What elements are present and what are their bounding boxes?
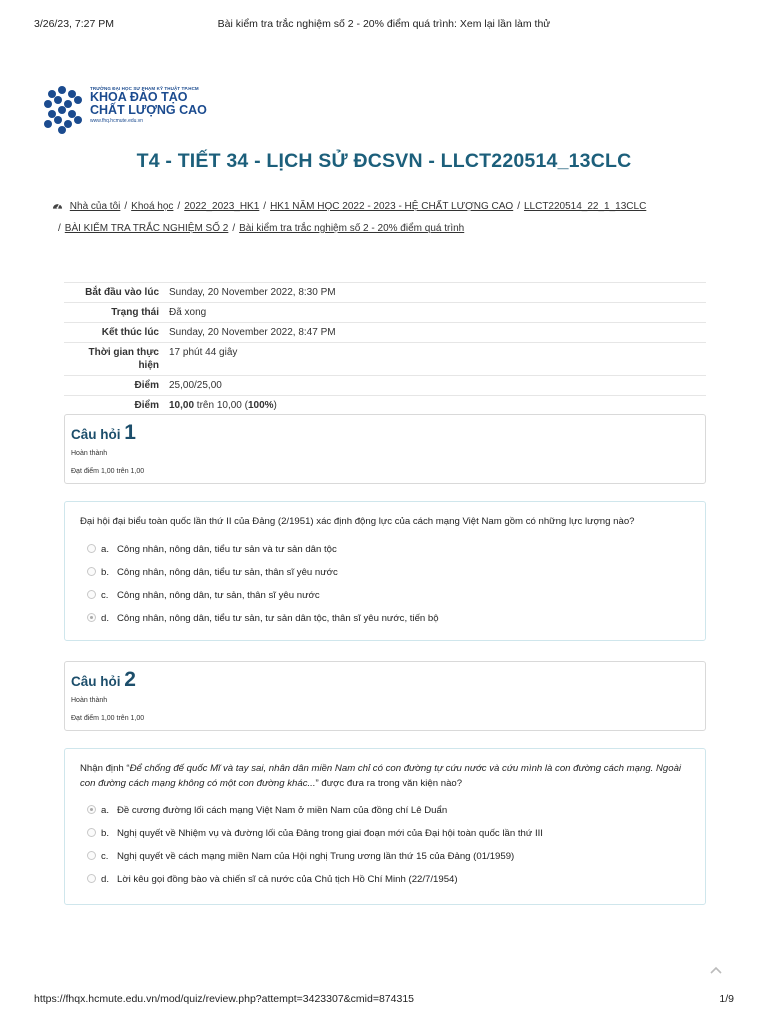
chevron-up-icon[interactable] — [706, 962, 726, 978]
breadcrumb: Nhà của tôi / Khoá học / 2022_2023_HK1 / HK1 NĂM HỌC 2022 - 2023 - HỆ CHẤT LƯỢNG CAO / LLCT220514_22_1_13CLC — [52, 200, 692, 212]
answer-option-a[interactable]: a. Đề cương đường lối cách mạng Việt Nam ở miền Nam của đồng chí Lê Duẩn — [87, 805, 447, 816]
logo-line2: CHẤT LƯỢNG CAO — [90, 103, 207, 117]
breadcrumb-item-section[interactable]: BÀI KIỂM TRA TRẮC NGHIỆM SỐ 2 — [64, 223, 229, 234]
question-grade: Đạt điểm 1,00 trên 1,00 — [71, 468, 145, 475]
answer-option-c[interactable]: c. Công nhân, nông dân, tư sản, thân sĩ yêu nước — [87, 590, 320, 601]
print-date: 3/26/23, 7:27 PM — [34, 18, 114, 30]
question-1-info — [64, 414, 706, 484]
summary-row-started: Bắt đầu vào lúc Sunday, 20 November 2022, 8:30 PM — [64, 283, 706, 303]
breadcrumb-item-program[interactable]: HK1 NĂM HỌC 2022 - 2023 - HỆ CHẤT LƯỢNG CAO — [270, 201, 514, 212]
dashboard-icon[interactable] — [52, 200, 63, 210]
question-heading: Câu hỏi 1 — [71, 421, 136, 444]
radio-button[interactable] — [87, 851, 96, 860]
breadcrumb-item-quiz[interactable]: Bài kiểm tra trắc nghiệm số 2 - 20% điểm quá trình — [239, 223, 465, 234]
radio-button[interactable] — [87, 544, 96, 553]
breadcrumb-item-home[interactable]: Nhà của tôi — [69, 201, 121, 212]
summary-row-time: Thời gian thực hiện 17 phút 44 giây — [64, 343, 706, 376]
summary-row-grade: Điểm 10,00 trên 10,00 (100%) — [64, 396, 706, 416]
logo-hex-icon — [44, 86, 86, 134]
answer-option-d[interactable]: d. Lời kêu gọi đồng bào và chiến sĩ cả nước của Chủ tịch Hồ Chí Minh (22/7/1954) — [87, 874, 458, 885]
print-page-title: Bài kiểm tra trắc nghiệm số 2 - 20% điểm quá trình: Xem lại lần làm thử — [217, 18, 551, 30]
answer-option-a[interactable]: a. Công nhân, nông dân, tiểu tư sản và tư sản dân tộc — [87, 544, 337, 555]
logo-university: TRƯỜNG ĐẠI HỌC SƯ PHẠM KỸ THUẬT TP.HCM — [90, 86, 199, 91]
answer-option-c[interactable]: c. Nghị quyết về cách mạng miền Nam của Hội nghị Trung ương lần thứ 15 của Đảng (01/1959) — [87, 851, 514, 862]
answer-option-b[interactable]: b. Nghị quyết về Nhiệm vụ và đường lối của Đảng trong giai đoạn mới của Đại hội toàn quốc lần thứ III — [87, 828, 543, 839]
radio-button-selected[interactable] — [87, 613, 96, 622]
logo-website: www.fhq.hcmute.edu.vn — [90, 118, 144, 124]
radio-button-selected[interactable] — [87, 805, 96, 814]
question-grade: Đạt điểm 1,00 trên 1,00 — [71, 715, 145, 722]
answer-option-d[interactable]: d. Công nhân, nông dân, tiểu tư sản, tư sản dân tộc, thân sĩ yêu nước, tiến bộ — [87, 613, 439, 624]
question-state: Hoàn thành — [71, 697, 108, 704]
question-state: Hoàn thành — [71, 450, 108, 457]
radio-button[interactable] — [87, 828, 96, 837]
logo[interactable] — [44, 86, 214, 134]
summary-row-completed: Kết thúc lúc Sunday, 20 November 2022, 8:47 PM — [64, 323, 706, 343]
logo-line1: KHOA ĐÀO TẠO — [90, 90, 188, 104]
breadcrumb-item-course[interactable]: LLCT220514_22_1_13CLC — [523, 201, 647, 212]
radio-button[interactable] — [87, 590, 96, 599]
radio-button[interactable] — [87, 874, 96, 883]
radio-button[interactable] — [87, 567, 96, 576]
question-2-content — [64, 748, 706, 905]
attempt-summary-table — [64, 282, 706, 415]
breadcrumb-item-courses[interactable]: Khoá học — [131, 201, 174, 212]
summary-row-state: Trạng thái Đã xong — [64, 303, 706, 323]
question-heading: Câu hỏi 2 — [71, 668, 136, 691]
print-url: https://fhqx.hcmute.edu.vn/mod/quiz/review.php?attempt=3423307&cmid=874315 — [34, 993, 414, 1005]
question-2-info — [64, 661, 706, 731]
question-text: Nhận định “Để chống đế quốc Mĩ và tay sai, nhân dân miền Nam chỉ có con đường tự cứu nước và cứu mình là con đường cách mạng. Ngoài con đường cách mạng không có một con đường khác...” được đưa ra trong văn kiện nào? — [80, 763, 682, 789]
course-title: T4 - TIẾT 34 - LỊCH SỬ ĐCSVN - LLCT220514_13CLC — [136, 150, 632, 172]
breadcrumb-item-semester[interactable]: 2022_2023_HK1 — [184, 201, 260, 212]
question-1-content — [64, 501, 706, 641]
page-number: 1/9 — [719, 993, 734, 1005]
breadcrumb-row2: / BÀI KIỂM TRA TRẮC NGHIỆM SỐ 2 / Bài kiểm tra trắc nghiệm số 2 - 20% điểm quá trình — [58, 223, 465, 234]
summary-row-marks: Điểm 25,00/25,00 — [64, 376, 706, 396]
question-text: Đại hội đại biểu toàn quốc lần thứ II của Đảng (2/1951) xác định động lực của cách mạng Việt Nam gồm có những lực lượng nào? — [80, 516, 635, 527]
answer-option-b[interactable]: b. Công nhân, nông dân, tiểu tư sản, thân sĩ yêu nước — [87, 567, 338, 578]
